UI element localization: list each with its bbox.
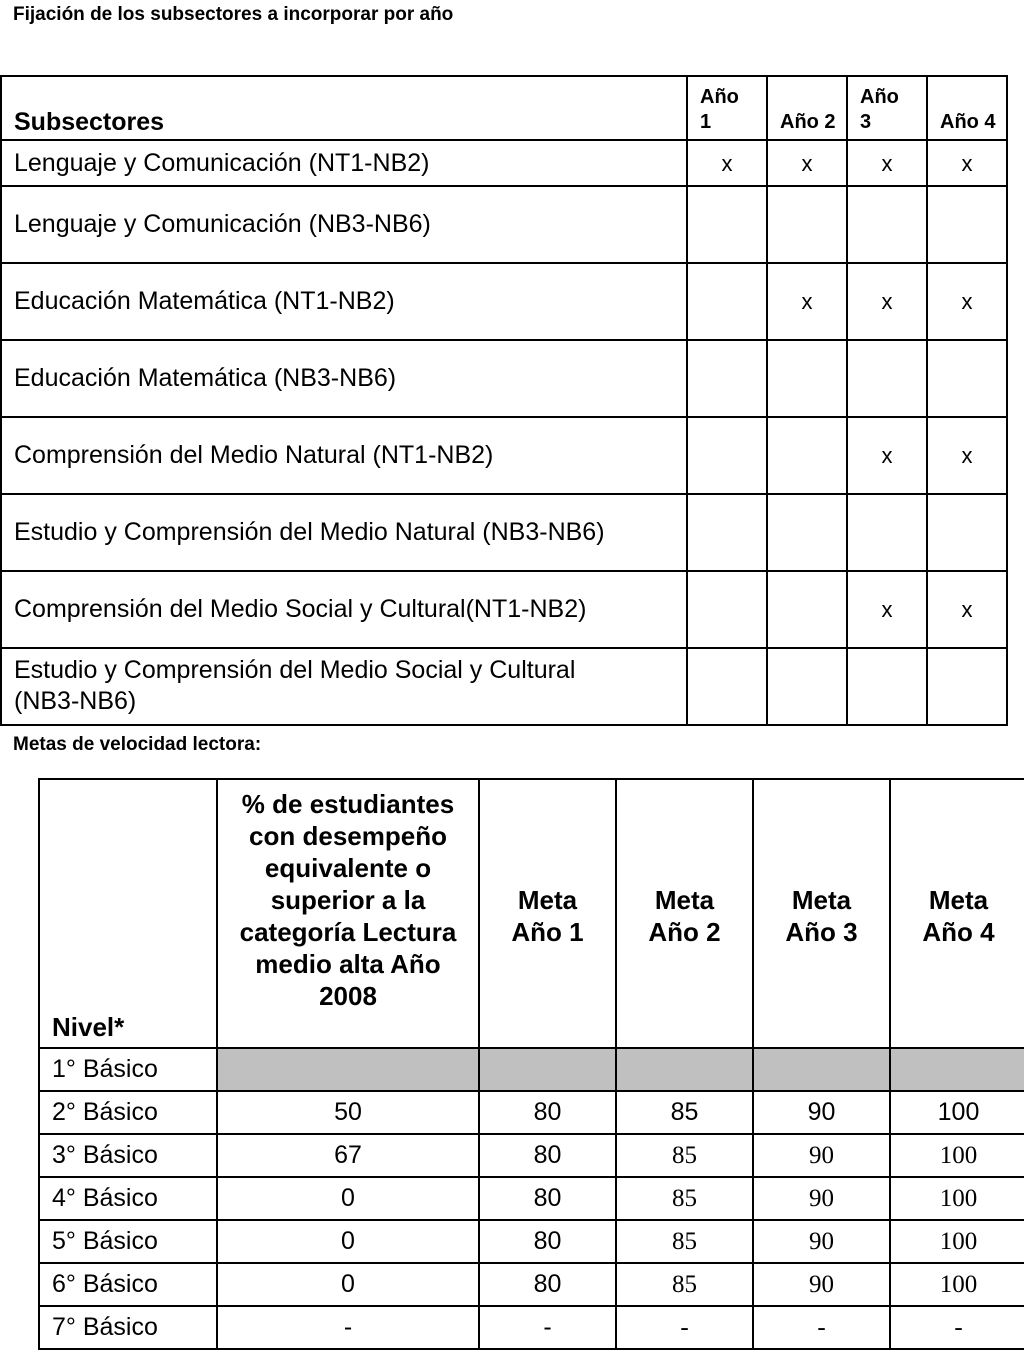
table-row (1, 140, 1007, 186)
meta-4-cell: 100 (890, 1177, 1024, 1220)
header-year-1-label: Año 1 (700, 86, 739, 133)
table-row (39, 1306, 1024, 1349)
subsector-name: Comprensión del Medio Natural (NT1-NB2) (1, 417, 687, 494)
meta-2-cell: 85 (616, 1177, 753, 1220)
year-2-mark (767, 186, 847, 263)
level-cell: 5° Básico (39, 1220, 217, 1263)
meta-4-cell: 100 (890, 1134, 1024, 1177)
meta-4-cell: - (890, 1306, 1024, 1349)
table-row (1, 186, 1007, 263)
header-nivel: Nivel* (39, 779, 217, 1048)
year-1-mark (687, 263, 767, 340)
level-cell: 3° Básico (39, 1134, 217, 1177)
subsector-name: Comprensión del Medio Social y Cultural(NT1-NB2) (1, 571, 687, 648)
year-3-mark: x (847, 140, 927, 186)
year-3-mark (847, 186, 927, 263)
percent-cell: - (217, 1306, 479, 1349)
year-1-mark (687, 186, 767, 263)
level-cell: 7° Básico (39, 1306, 217, 1349)
meta-1-cell: 80 (479, 1220, 616, 1263)
year-2-mark: x (767, 263, 847, 340)
header-meta-year-1 (479, 779, 616, 1048)
table-row (1, 571, 1007, 648)
year-4-mark (927, 186, 1007, 263)
meta-2-cell: 85 (616, 1091, 753, 1134)
year-2-mark (767, 340, 847, 417)
level-cell: 2° Básico (39, 1091, 217, 1134)
year-1-mark (687, 340, 767, 417)
subsectors-table (0, 75, 1008, 726)
header-meta-year-2 (616, 779, 753, 1048)
table-row (39, 1263, 1024, 1306)
year-3-mark: x (847, 263, 927, 340)
meta-4-cell: 100 (890, 1220, 1024, 1263)
year-2-mark (767, 417, 847, 494)
meta-1-cell: 80 (479, 1263, 616, 1306)
year-2-mark (767, 494, 847, 571)
year-3-mark: x (847, 417, 927, 494)
meta-3-cell (753, 1048, 890, 1091)
meta-4-cell: 100 (890, 1263, 1024, 1306)
meta-1-cell: 80 (479, 1091, 616, 1134)
level-cell: 1° Básico (39, 1048, 217, 1091)
year-3-mark (847, 340, 927, 417)
year-3-mark (847, 494, 927, 571)
table-row (39, 1177, 1024, 1220)
level-cell: 6° Básico (39, 1263, 217, 1306)
header-year-3 (847, 76, 927, 140)
year-4-mark: x (927, 263, 1007, 340)
subsector-name: Educación Matemática (NT1-NB2) (1, 263, 687, 340)
subsector-name: Educación Matemática (NB3-NB6) (1, 340, 687, 417)
header-year-2: Año 2 (767, 76, 847, 140)
section-heading-subsectors: Fijación de los subsectores a incorporar por año (13, 4, 454, 25)
year-4-mark: x (927, 140, 1007, 186)
percent-cell: 0 (217, 1220, 479, 1263)
header-meta-year-1-label: Meta Año 1 (511, 884, 584, 947)
header-meta-year-4-label: Meta Año 4 (922, 884, 995, 947)
meta-3-cell: - (753, 1306, 890, 1349)
meta-1-cell: 80 (479, 1177, 616, 1220)
meta-3-cell: 90 (753, 1091, 890, 1134)
year-1-mark (687, 571, 767, 648)
header-percent-students: % de estudiantes con desempeño equivalente o superior a la categoría Lectura medio alta Año 2008 (217, 779, 479, 1048)
meta-3-cell: 90 (753, 1220, 890, 1263)
section-heading-reading-goals: Metas de velocidad lectora: (13, 734, 262, 755)
meta-2-cell: 85 (616, 1220, 753, 1263)
table-row (39, 1220, 1024, 1263)
header-meta-year-4 (890, 779, 1024, 1048)
percent-cell: 0 (217, 1263, 479, 1306)
table-row (1, 340, 1007, 417)
percent-cell: 67 (217, 1134, 479, 1177)
meta-3-cell: 90 (753, 1263, 890, 1306)
year-4-mark (927, 494, 1007, 571)
table-row (1, 263, 1007, 340)
year-1-mark (687, 417, 767, 494)
meta-2-cell: - (616, 1306, 753, 1349)
table-header-row (39, 779, 1024, 1048)
header-meta-year-2-label: Meta Año 2 (648, 884, 721, 947)
meta-2-cell: 85 (616, 1134, 753, 1177)
year-1-mark (687, 494, 767, 571)
meta-2-cell (616, 1048, 753, 1091)
subsector-name: Estudio y Comprensión del Medio Social y Cultural (NB3-NB6) (1, 648, 687, 725)
meta-4-cell (890, 1048, 1024, 1091)
table-row (1, 417, 1007, 494)
percent-cell: 50 (217, 1091, 479, 1134)
meta-1-cell: 80 (479, 1134, 616, 1177)
reading-speed-goals-table (38, 778, 1024, 1350)
table-row (39, 1048, 1024, 1091)
percent-cell: 0 (217, 1177, 479, 1220)
year-2-mark: x (767, 140, 847, 186)
meta-1-cell: - (479, 1306, 616, 1349)
header-subsectores: Subsectores (1, 76, 687, 140)
table-row (39, 1134, 1024, 1177)
subsector-name: Lenguaje y Comunicación (NT1-NB2) (1, 140, 687, 186)
year-1-mark (687, 648, 767, 725)
table-header-row (1, 76, 1007, 140)
meta-4-cell: 100 (890, 1091, 1024, 1134)
meta-2-cell: 85 (616, 1263, 753, 1306)
year-1-mark: x (687, 140, 767, 186)
meta-3-cell: 90 (753, 1177, 890, 1220)
header-year-3-label: Año 3 (860, 86, 899, 133)
table-row (1, 648, 1007, 725)
table-row (1, 494, 1007, 571)
year-4-mark: x (927, 571, 1007, 648)
year-4-mark (927, 648, 1007, 725)
header-meta-year-3 (753, 779, 890, 1048)
meta-1-cell (479, 1048, 616, 1091)
header-year-4: Año 4 (927, 76, 1007, 140)
meta-3-cell: 90 (753, 1134, 890, 1177)
subsector-name: Estudio y Comprensión del Medio Natural (NB3-NB6) (1, 494, 687, 571)
year-2-mark (767, 648, 847, 725)
year-3-mark (847, 648, 927, 725)
level-cell: 4° Básico (39, 1177, 217, 1220)
year-4-mark (927, 340, 1007, 417)
year-4-mark: x (927, 417, 1007, 494)
header-meta-year-3-label: Meta Año 3 (785, 884, 858, 947)
subsector-name: Lenguaje y Comunicación (NB3-NB6) (1, 186, 687, 263)
year-3-mark: x (847, 571, 927, 648)
year-2-mark (767, 571, 847, 648)
header-year-1 (687, 76, 767, 140)
percent-cell (217, 1048, 479, 1091)
table-row (39, 1091, 1024, 1134)
